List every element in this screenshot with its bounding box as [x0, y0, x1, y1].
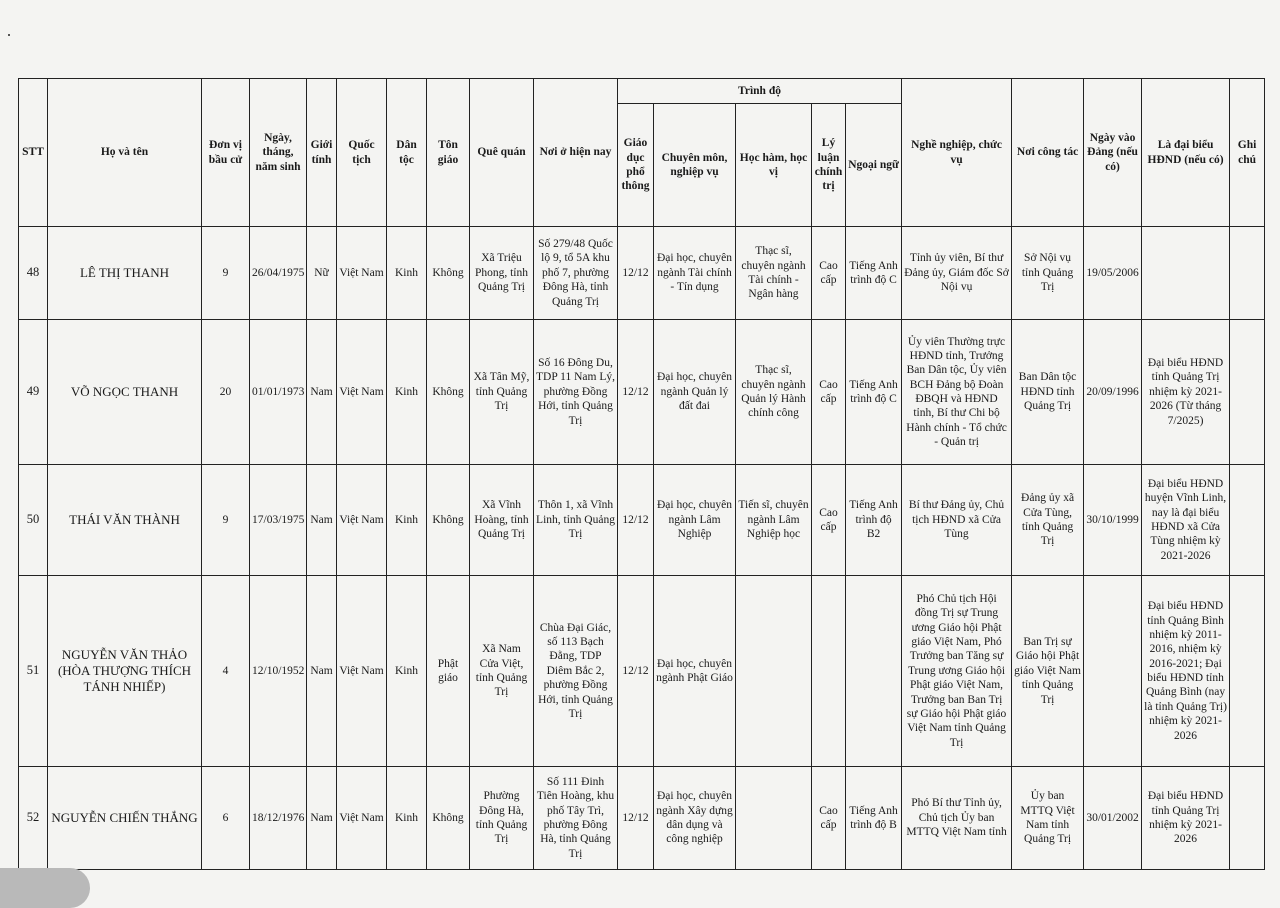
cell-hometown: Xã Triệu Phong, tỉnh Quảng Trị	[470, 227, 534, 320]
cell-specialty: Đại học, chuyên ngành Xây dựng dân dụng và công nghiệp	[654, 767, 736, 870]
cell-party-date: 30/01/2002	[1084, 767, 1142, 870]
cell-ethnicity: Kinh	[387, 227, 427, 320]
cell-occupation: Phó Chủ tịch Hội đồng Trị sự Trung ương Giáo hội Phật giáo Việt Nam, Phó Trưởng ban Tăng sự Trung ương Giáo hội Phật giáo Việt Nam, Trưởng ban Ban Trị sự Giáo hội Phật giáo Việt Nam tỉnh Quảng Trị	[902, 576, 1012, 767]
col-workplace: Nơi công tác	[1012, 79, 1084, 227]
cell-delegate: Đại biểu HĐND tỉnh Quảng Trị nhiệm kỳ 2021-2026 (Từ tháng 7/2025)	[1142, 320, 1230, 465]
cell-nationality: Việt Nam	[337, 465, 387, 576]
col-ethnicity: Dân tộc	[387, 79, 427, 227]
cell-unit: 9	[202, 465, 250, 576]
cell-stt: 52	[19, 767, 48, 870]
col-specialty: Chuyên môn, nghiệp vụ	[654, 104, 736, 227]
cell-occupation: Tỉnh ủy viên, Bí thư Đảng ủy, Giám đốc Sở Nội vụ	[902, 227, 1012, 320]
col-note: Ghi chú	[1230, 79, 1265, 227]
col-political: Lý luận chính trị	[812, 104, 846, 227]
cell-gender: Nữ	[307, 227, 337, 320]
cell-ethnicity: Kinh	[387, 767, 427, 870]
cell-political	[812, 576, 846, 767]
col-occupation: Nghề nghiệp, chức vụ	[902, 79, 1012, 227]
cell-dob: 01/01/1973	[250, 320, 307, 465]
cell-ethnicity: Kinh	[387, 465, 427, 576]
floating-badge[interactable]	[0, 868, 90, 908]
cell-dob: 18/12/1976	[250, 767, 307, 870]
cell-religion: Không	[427, 767, 470, 870]
cell-religion: Phật giáo	[427, 576, 470, 767]
cell-gender: Nam	[307, 767, 337, 870]
cell-unit: 6	[202, 767, 250, 870]
cell-delegate: Đại biểu HĐND tỉnh Quảng Bình nhiệm kỳ 2011-2016, nhiệm kỳ 2016-2021; Đại biểu HĐND tỉnh Quảng Bình (nay là tỉnh Quảng Trị) nhiệm kỳ 2021-2026	[1142, 576, 1230, 767]
col-religion: Tôn giáo	[427, 79, 470, 227]
cell-delegate: Đại biểu HĐND huyện Vĩnh Linh, nay là đại biểu HĐND xã Cửa Tùng nhiệm kỳ 2021-2026	[1142, 465, 1230, 576]
cell-hometown: Xã Tân Mỹ, tỉnh Quảng Trị	[470, 320, 534, 465]
col-general-edu: Giáo dục phổ thông	[618, 104, 654, 227]
col-dob: Ngày, tháng, năm sinh	[250, 79, 307, 227]
cell-degree: Thạc sĩ, chuyên ngành Quản lý Hành chính công	[736, 320, 812, 465]
cell-name: NGUYỄN CHIẾN THẮNG	[48, 767, 202, 870]
cell-delegate: Đại biểu HĐND tỉnh Quảng Trị nhiệm kỳ 2021-2026	[1142, 767, 1230, 870]
cell-general-edu: 12/12	[618, 465, 654, 576]
cell-residence: Thôn 1, xã Vĩnh Linh, tỉnh Quảng Trị	[534, 465, 618, 576]
cell-occupation: Phó Bí thư Tỉnh ủy, Chủ tịch Ủy ban MTTQ Việt Nam tỉnh	[902, 767, 1012, 870]
cell-unit: 20	[202, 320, 250, 465]
cell-language: Tiếng Anh trình độ C	[846, 227, 902, 320]
cell-dob: 17/03/1975	[250, 465, 307, 576]
cell-political: Cao cấp	[812, 465, 846, 576]
cell-gender: Nam	[307, 465, 337, 576]
cell-religion: Không	[427, 465, 470, 576]
cell-name: LÊ THỊ THANH	[48, 227, 202, 320]
cell-occupation: Bí thư Đảng ủy, Chủ tịch HĐND xã Cửa Tùng	[902, 465, 1012, 576]
cell-party-date	[1084, 576, 1142, 767]
cell-general-edu: 12/12	[618, 320, 654, 465]
cell-political: Cao cấp	[812, 767, 846, 870]
cell-occupation: Ủy viên Thường trực HĐND tỉnh, Trưởng Ban Dân tộc, Ủy viên BCH Đảng bộ Đoàn ĐBQH và HĐND tỉnh, Bí thư Chi bộ Hành chính - Tổ chức - Quản trị	[902, 320, 1012, 465]
cell-hometown: Phường Đông Hà, tỉnh Quảng Trị	[470, 767, 534, 870]
cell-dob: 12/10/1952	[250, 576, 307, 767]
table-row	[19, 320, 1265, 465]
col-delegate: Là đại biểu HĐND (nếu có)	[1142, 79, 1230, 227]
candidate-table	[18, 78, 1265, 870]
cell-ethnicity: Kinh	[387, 576, 427, 767]
cell-general-edu: 12/12	[618, 227, 654, 320]
cell-note	[1230, 320, 1265, 465]
table-row	[19, 227, 1265, 320]
cell-dob: 26/04/1975	[250, 227, 307, 320]
col-residence: Nơi ở hiện nay	[534, 79, 618, 227]
cell-stt: 50	[19, 465, 48, 576]
cell-residence: Số 16 Đông Du, TDP 11 Nam Lý, phường Đồng Hới, tỉnh Quảng Trị	[534, 320, 618, 465]
cell-nationality: Việt Nam	[337, 767, 387, 870]
col-stt: STT	[19, 79, 48, 227]
col-nationality: Quốc tịch	[337, 79, 387, 227]
cell-degree: Thạc sĩ, chuyên ngành Tài chính - Ngân hàng	[736, 227, 812, 320]
cell-general-edu: 12/12	[618, 767, 654, 870]
cell-degree	[736, 767, 812, 870]
cell-note	[1230, 767, 1265, 870]
col-hometown: Quê quán	[470, 79, 534, 227]
cell-name: THÁI VĂN THÀNH	[48, 465, 202, 576]
col-education-group: Trình độ	[618, 79, 902, 104]
cell-name: NGUYỄN VĂN THẢO (HÒA THƯỢNG THÍCH TÁNH NHIẾP)	[48, 576, 202, 767]
cell-workplace: Ủy ban MTTQ Việt Nam tỉnh Quảng Trị	[1012, 767, 1084, 870]
cell-specialty: Đại học, chuyên ngành Phật Giáo	[654, 576, 736, 767]
cell-delegate	[1142, 227, 1230, 320]
col-party-date: Ngày vào Đảng (nếu có)	[1084, 79, 1142, 227]
cell-nationality: Việt Nam	[337, 576, 387, 767]
col-gender: Giới tính	[307, 79, 337, 227]
cell-religion: Không	[427, 227, 470, 320]
cell-workplace: Ban Trị sự Giáo hội Phật giáo Việt Nam tỉnh Quảng Trị	[1012, 576, 1084, 767]
cell-residence: Chùa Đại Giác, số 113 Bạch Đằng, TDP Diêm Bắc 2, phường Đồng Hới, tỉnh Quảng Trị	[534, 576, 618, 767]
cell-nationality: Việt Nam	[337, 227, 387, 320]
cell-party-date: 19/05/2006	[1084, 227, 1142, 320]
col-degree: Học hàm, học vị	[736, 104, 812, 227]
cell-language: Tiếng Anh trình độ B2	[846, 465, 902, 576]
cell-residence: Số 111 Đinh Tiên Hoàng, khu phố Tây Trì, phường Đông Hà, tỉnh Quảng Trị	[534, 767, 618, 870]
col-language: Ngoại ngữ	[846, 104, 902, 227]
cell-workplace: Ban Dân tộc HĐND tỉnh Quảng Trị	[1012, 320, 1084, 465]
cell-language: Tiếng Anh trình độ B	[846, 767, 902, 870]
cell-degree	[736, 576, 812, 767]
cell-hometown: Xã Vĩnh Hoàng, tỉnh Quảng Trị	[470, 465, 534, 576]
table-row	[19, 767, 1265, 870]
header-row-top	[19, 79, 1265, 104]
cell-nationality: Việt Nam	[337, 320, 387, 465]
cell-party-date: 20/09/1996	[1084, 320, 1142, 465]
cell-unit: 4	[202, 576, 250, 767]
scan-speck	[8, 34, 10, 36]
table-row	[19, 465, 1265, 576]
cell-specialty: Đại học, chuyên ngành Tài chính - Tín dụng	[654, 227, 736, 320]
cell-gender: Nam	[307, 576, 337, 767]
cell-residence: Số 279/48 Quốc lộ 9, tổ 5A khu phố 7, phường Đông Hà, tỉnh Quảng Trị	[534, 227, 618, 320]
cell-stt: 51	[19, 576, 48, 767]
cell-workplace: Sở Nội vụ tỉnh Quảng Trị	[1012, 227, 1084, 320]
col-unit: Đơn vị bầu cử	[202, 79, 250, 227]
cell-political: Cao cấp	[812, 227, 846, 320]
cell-stt: 48	[19, 227, 48, 320]
cell-political: Cao cấp	[812, 320, 846, 465]
table-row	[19, 576, 1265, 767]
cell-religion: Không	[427, 320, 470, 465]
cell-specialty: Đại học, chuyên ngành Quản lý đất đai	[654, 320, 736, 465]
cell-general-edu: 12/12	[618, 576, 654, 767]
cell-unit: 9	[202, 227, 250, 320]
cell-degree: Tiến sĩ, chuyên ngành Lâm Nghiệp học	[736, 465, 812, 576]
cell-note	[1230, 465, 1265, 576]
cell-name: VÕ NGỌC THANH	[48, 320, 202, 465]
col-name: Họ và tên	[48, 79, 202, 227]
cell-stt: 49	[19, 320, 48, 465]
cell-specialty: Đại học, chuyên ngành Lâm Nghiệp	[654, 465, 736, 576]
cell-language: Tiếng Anh trình độ C	[846, 320, 902, 465]
cell-note	[1230, 227, 1265, 320]
cell-workplace: Đảng ủy xã Cửa Tùng, tỉnh Quảng Trị	[1012, 465, 1084, 576]
cell-ethnicity: Kinh	[387, 320, 427, 465]
cell-party-date: 30/10/1999	[1084, 465, 1142, 576]
cell-language	[846, 576, 902, 767]
cell-hometown: Xã Nam Cửa Việt, tỉnh Quảng Trị	[470, 576, 534, 767]
cell-gender: Nam	[307, 320, 337, 465]
cell-note	[1230, 576, 1265, 767]
